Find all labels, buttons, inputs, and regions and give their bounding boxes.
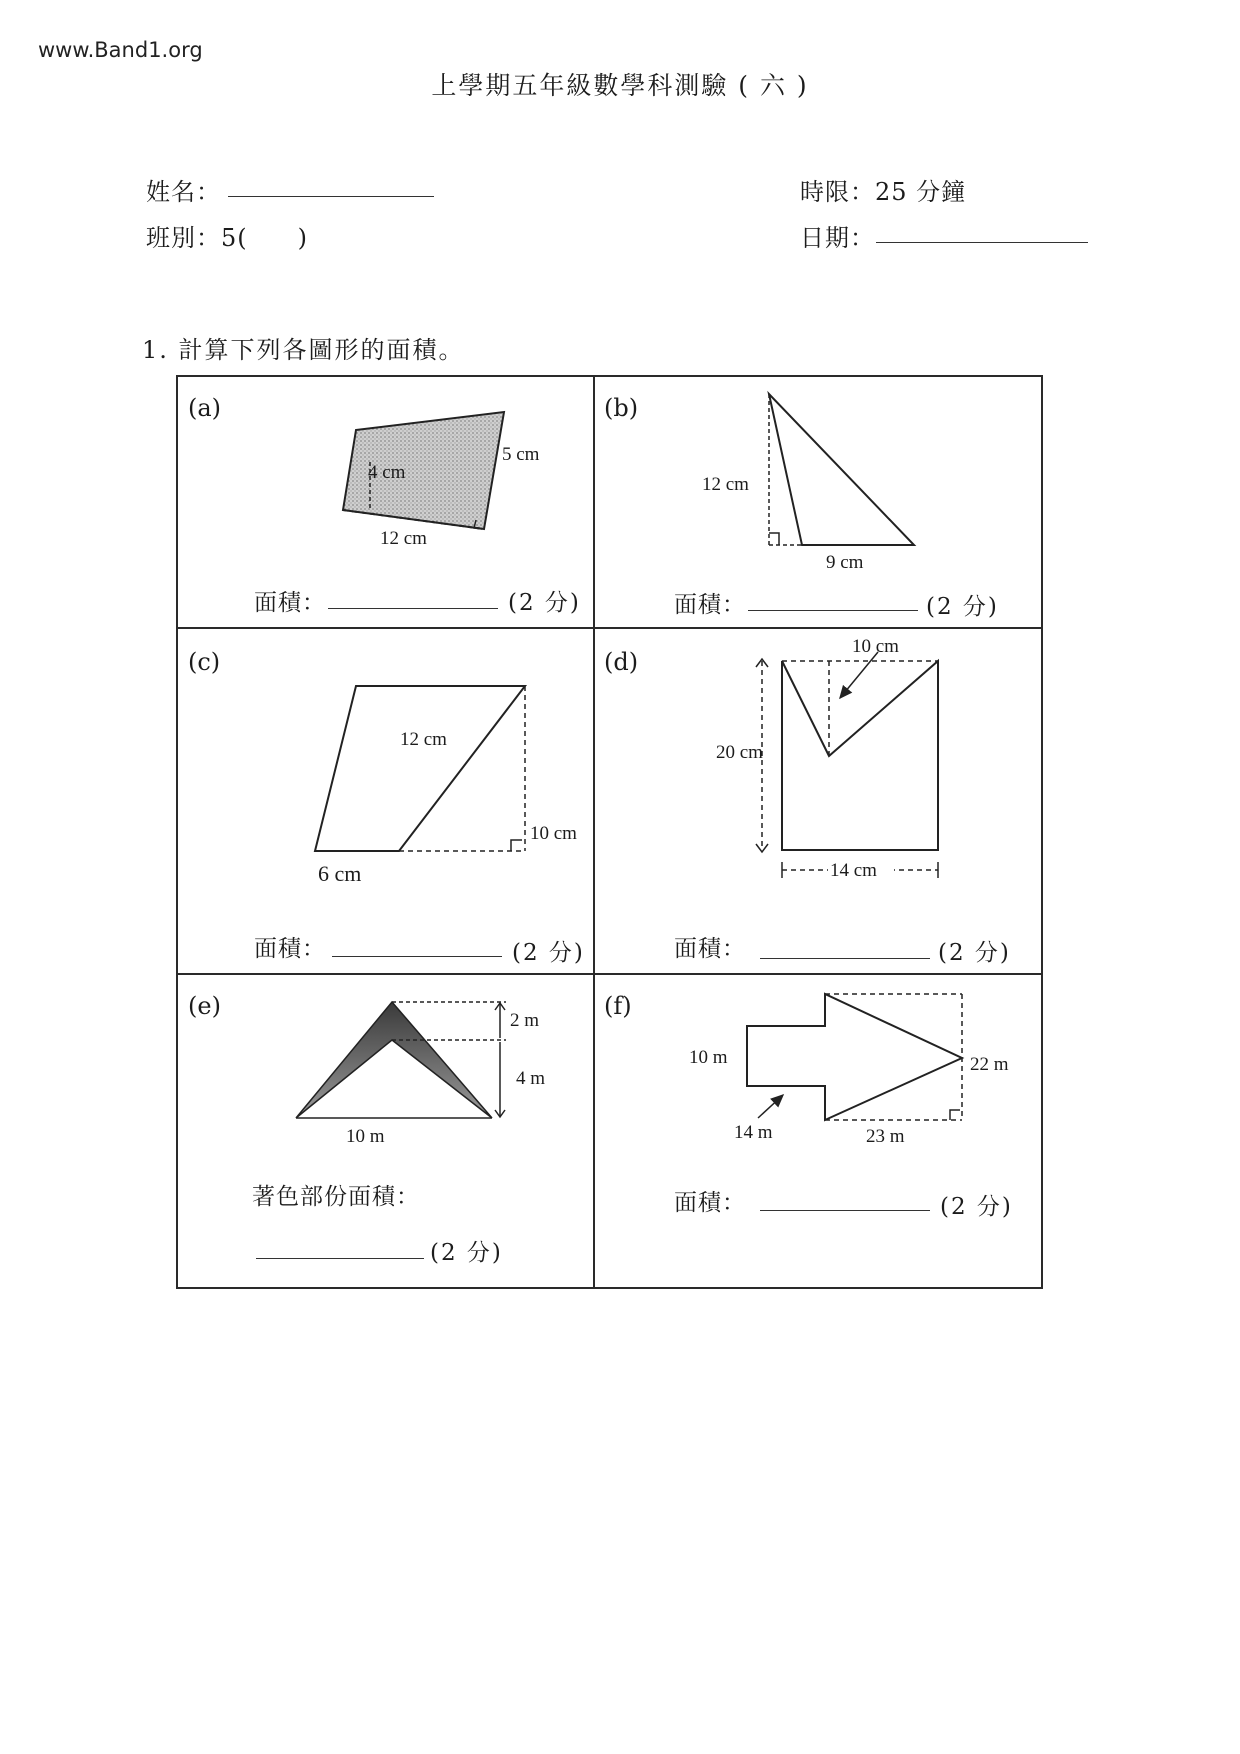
dim-f-head-length: 23 m: [866, 1126, 905, 1147]
figure-e-chevron: [296, 1002, 545, 1147]
name-label: 姓名：: [146, 178, 221, 206]
time-limit: 時限：25 分鐘: [800, 178, 967, 206]
figure-b-triangle: [702, 394, 914, 573]
dim-b-height: 12 cm: [702, 474, 749, 495]
area-label-b: 面積：: [674, 592, 746, 618]
dim-f-head-height: 22 m: [970, 1054, 1009, 1075]
dim-c-diagonal: 12 cm: [400, 729, 447, 750]
dim-e-base: 10 m: [346, 1126, 385, 1147]
marks-f: (2 分): [940, 1194, 1013, 1220]
page-title: 上學期五年級數學科測驗 ( 六 ): [431, 71, 809, 100]
figure-c-parallelogram: [315, 686, 577, 886]
label-e: (e): [188, 992, 221, 1020]
area-label-d: 面積：: [674, 936, 746, 962]
dim-e-bottom: 4 m: [516, 1068, 546, 1089]
area-label-c: 面積：: [254, 936, 326, 962]
dim-a-side: 5 cm: [502, 444, 540, 465]
class-label: 班別：5( ): [146, 224, 308, 252]
marks-a: (2 分): [508, 590, 581, 616]
dim-d-height: 20 cm: [716, 742, 763, 763]
dim-f-total-length: 14 m: [734, 1122, 773, 1143]
dim-a-base: 12 cm: [380, 528, 427, 549]
area-label-f: 面積：: [674, 1190, 746, 1216]
watermark-url: www.Band1.org: [38, 38, 203, 62]
dim-f-tail-height: 10 m: [689, 1047, 728, 1068]
label-b: (b): [604, 394, 639, 422]
shaded-area-label-e: 著色部份面積：: [252, 1184, 420, 1210]
dim-a-height: 4 cm: [368, 462, 406, 483]
question-1: 1. 計算下列各圖形的面積。: [142, 336, 465, 364]
marks-d: (2 分): [938, 940, 1011, 966]
dim-e-top: 2 m: [510, 1010, 540, 1031]
marks-c: (2 分): [512, 940, 585, 966]
date-label: 日期：: [800, 224, 875, 252]
figure-f-arrow: [689, 994, 1009, 1147]
marks-e: (2 分): [430, 1240, 503, 1266]
dim-c-base: 6 cm: [318, 861, 362, 886]
marks-b: (2 分): [926, 594, 999, 620]
label-c: (c): [188, 648, 221, 676]
label-f: (f): [604, 992, 632, 1020]
label-a: (a): [188, 394, 222, 422]
dim-d-notch: 10 cm: [852, 636, 899, 657]
dim-c-height: 10 cm: [530, 823, 577, 844]
dim-b-base: 9 cm: [826, 552, 864, 573]
area-label-a: 面積：: [254, 590, 326, 616]
figure-a-parallelogram: [343, 412, 540, 549]
figure-d-notched-rectangle: [716, 636, 938, 881]
label-d: (d): [604, 648, 639, 676]
dim-d-width: 14 cm: [830, 860, 877, 881]
